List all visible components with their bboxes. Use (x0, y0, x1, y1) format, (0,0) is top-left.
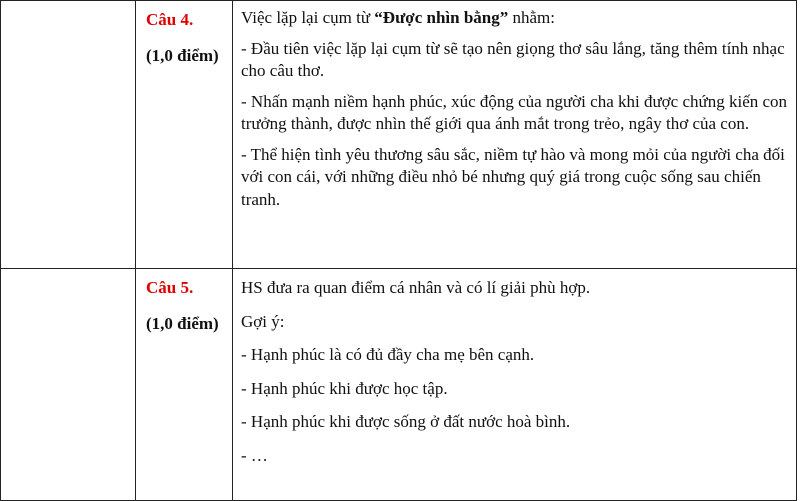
answer-point: - Hạnh phúc khi được học tập. (241, 378, 448, 398)
answer-point: - Hạnh phúc khi được sống ở đất nước hoà bình. (241, 412, 571, 431)
blank-cell (1, 1, 136, 269)
answer-point: - Thể hiện tình yêu thương sâu sắc, niềm tự hào và mong mỏi của người cha đối với con cái, với những điều nhỏ bé nhưng quý giá trong cuộc sống sau chiến tranh. (241, 144, 785, 209)
answer-intro: HS đưa ra quan điểm cá nhân và có lí giải phù hợp. (241, 278, 591, 297)
answer-cell-5 (233, 269, 797, 501)
question-points: (1,0 điểm) (146, 46, 219, 65)
hint-label: Gợi ý: (241, 311, 285, 331)
question-label: Câu 5. (146, 278, 194, 297)
answer-point: - … (241, 445, 268, 465)
intro-before: Việc lặp lại cụm từ (241, 8, 375, 27)
question-cell-4 (136, 1, 233, 269)
blank-cell (1, 269, 136, 501)
question-label: Câu 4. (146, 10, 194, 29)
question-cell-5 (136, 269, 233, 501)
answer-point: - Nhấn mạnh niềm hạnh phúc, xúc động của người cha khi được chứng kiến con trưởng thành, được nhìn thế giới qua ánh mắt trong trẻo, ngây thơ của con. (241, 91, 788, 133)
intro-quoted-phrase: “Được nhìn bằng” (374, 8, 509, 27)
answer-point: - Hạnh phúc là có đủ đầy cha mẹ bên cạnh. (241, 345, 535, 364)
question-row-4 (1, 1, 797, 269)
answer-intro (241, 7, 788, 30)
question-row-5 (1, 269, 797, 501)
question-points: (1,0 điểm) (146, 314, 219, 333)
intro-after: nhằm: (508, 8, 555, 27)
answer-point: - Đầu tiên việc lặp lại cụm từ sẽ tạo nên giọng thơ sâu lắng, tăng thêm tính nhạc cho câu thơ. (241, 38, 785, 80)
answer-cell-4 (233, 1, 797, 269)
